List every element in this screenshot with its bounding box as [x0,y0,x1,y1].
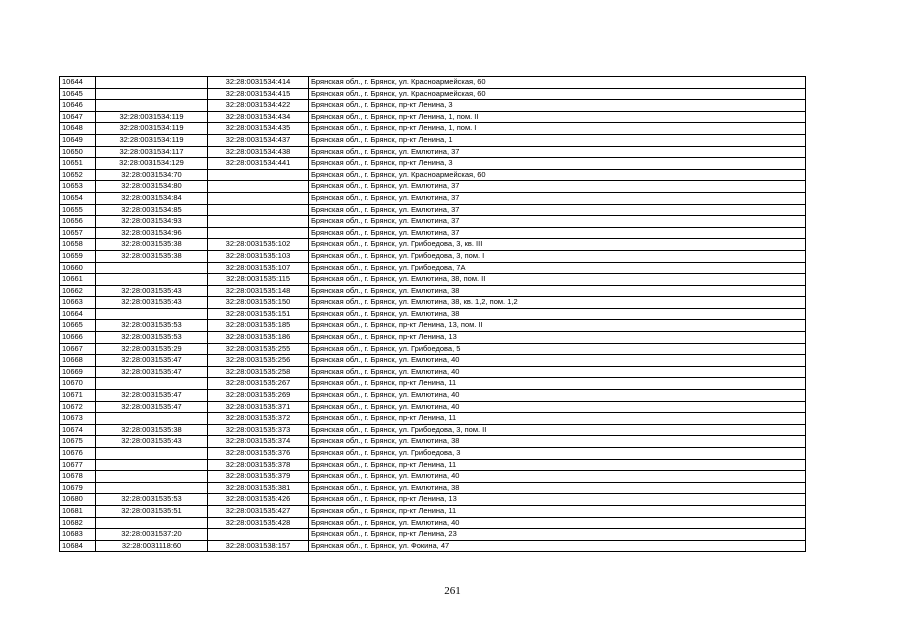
row-number-cell: 10667 [60,343,96,355]
parcel-cadastral-number-cell: 32:28:0031535:47 [96,390,208,402]
table-row [60,366,806,378]
object-cadastral-number-cell: 32:28:0031535:103 [208,250,309,262]
table-row [60,169,806,181]
table-row [60,343,806,355]
parcel-cadastral-number-cell: 32:28:0031535:43 [96,436,208,448]
row-number-cell: 10662 [60,285,96,297]
parcel-cadastral-number-cell: 32:28:0031535:43 [96,285,208,297]
parcel-cadastral-number-cell: 32:28:0031535:47 [96,355,208,367]
address-cell: Брянская обл., г. Брянск, ул. Емлютина, 38 [309,436,806,448]
parcel-cadastral-number-cell: 32:28:0031118:60 [96,540,208,552]
parcel-cadastral-number-cell: 32:28:0031534:93 [96,216,208,228]
table-row [60,459,806,471]
address-cell: Брянская обл., г. Брянск, ул. Емлютина, 38 [309,482,806,494]
row-number-cell: 10648 [60,123,96,135]
object-cadastral-number-cell: 32:28:0031535:374 [208,436,309,448]
object-cadastral-number-cell: 32:28:0031535:255 [208,343,309,355]
object-cadastral-number-cell: 32:28:0031535:427 [208,505,309,517]
table-row [60,482,806,494]
parcel-cadastral-number-cell [96,274,208,286]
row-number-cell: 10658 [60,239,96,251]
parcel-cadastral-number-cell: 32:28:0031535:38 [96,239,208,251]
address-cell: Брянская обл., г. Брянск, пр-кт Ленина, 1, пом. II [309,111,806,123]
object-cadastral-number-cell: 32:28:0031535:102 [208,239,309,251]
table-row [60,111,806,123]
object-cadastral-number-cell: 32:28:0031535:186 [208,332,309,344]
parcel-cadastral-number-cell: 32:28:0031535:38 [96,424,208,436]
address-cell: Брянская обл., г. Брянск, ул. Грибоедова, 3, пом. II [309,424,806,436]
table-row [60,471,806,483]
parcel-cadastral-number-cell [96,88,208,100]
address-cell: Брянская обл., г. Брянск, ул. Емлютина, 37 [309,146,806,158]
object-cadastral-number-cell: 32:28:0031535:426 [208,494,309,506]
object-cadastral-number-cell: 32:28:0031535:151 [208,308,309,320]
table-row [60,332,806,344]
row-number-cell: 10668 [60,355,96,367]
address-cell: Брянская обл., г. Брянск, пр-кт Ленина, 23 [309,529,806,541]
row-number-cell: 10683 [60,529,96,541]
object-cadastral-number-cell: 32:28:0031535:379 [208,471,309,483]
address-cell: Брянская обл., г. Брянск, пр-кт Ленина, 11 [309,505,806,517]
row-number-cell: 10645 [60,88,96,100]
address-cell: Брянская обл., г. Брянск, ул. Грибоедова, 3 [309,448,806,460]
object-cadastral-number-cell: 32:28:0031535:381 [208,482,309,494]
address-cell: Брянская обл., г. Брянск, пр-кт Ленина, 11 [309,413,806,425]
table-row [60,505,806,517]
row-number-cell: 10674 [60,424,96,436]
row-number-cell: 10675 [60,436,96,448]
parcel-cadastral-number-cell: 32:28:0031534:70 [96,169,208,181]
address-cell: Брянская обл., г. Брянск, ул. Красноармейская, 60 [309,77,806,89]
row-number-cell: 10669 [60,366,96,378]
address-cell: Брянская обл., г. Брянск, ул. Емлютина, 40 [309,355,806,367]
object-cadastral-number-cell: 32:28:0031535:115 [208,274,309,286]
row-number-cell: 10679 [60,482,96,494]
address-cell: Брянская обл., г. Брянск, ул. Грибоедова, 3, кв. III [309,239,806,251]
page-number: 261 [444,585,461,597]
parcel-cadastral-number-cell [96,308,208,320]
object-cadastral-number-cell: 32:28:0031534:434 [208,111,309,123]
address-cell: Брянская обл., г. Брянск, ул. Красноармейская, 60 [309,88,806,100]
address-cell: Брянская обл., г. Брянск, ул. Емлютина, 40 [309,366,806,378]
address-cell: Брянская обл., г. Брянск, ул. Емлютина, 38, пом. II [309,274,806,286]
table-row [60,529,806,541]
parcel-cadastral-number-cell [96,448,208,460]
object-cadastral-number-cell [208,529,309,541]
row-number-cell: 10670 [60,378,96,390]
address-cell: Брянская обл., г. Брянск, ул. Емлютина, 40 [309,517,806,529]
parcel-cadastral-number-cell [96,262,208,274]
object-cadastral-number-cell [208,204,309,216]
object-cadastral-number-cell: 32:28:0031534:437 [208,134,309,146]
address-cell: Брянская обл., г. Брянск, ул. Емлютина, 37 [309,192,806,204]
parcel-cadastral-number-cell [96,471,208,483]
table-row [60,297,806,309]
parcel-cadastral-number-cell: 32:28:0031534:119 [96,123,208,135]
row-number-cell: 10656 [60,216,96,228]
object-cadastral-number-cell: 32:28:0031535:372 [208,413,309,425]
parcel-cadastral-number-cell: 32:28:0031534:117 [96,146,208,158]
row-number-cell: 10664 [60,308,96,320]
row-number-cell: 10663 [60,297,96,309]
object-cadastral-number-cell: 32:28:0031535:185 [208,320,309,332]
table-row [60,123,806,135]
object-cadastral-number-cell: 32:28:0031534:415 [208,88,309,100]
table-row [60,216,806,228]
table-row [60,401,806,413]
row-number-cell: 10644 [60,77,96,89]
parcel-cadastral-number-cell [96,517,208,529]
row-number-cell: 10646 [60,100,96,112]
parcel-cadastral-number-cell [96,378,208,390]
table-row [60,378,806,390]
parcel-cadastral-number-cell: 32:28:0031535:47 [96,401,208,413]
table-row [60,262,806,274]
address-cell: Брянская обл., г. Брянск, ул. Емлютина, 37 [309,216,806,228]
row-number-cell: 10655 [60,204,96,216]
table-row [60,239,806,251]
table-row [60,250,806,262]
object-cadastral-number-cell: 32:28:0031535:258 [208,366,309,378]
address-cell: Брянская обл., г. Брянск, пр-кт Ленина, 11 [309,378,806,390]
parcel-cadastral-number-cell [96,413,208,425]
row-number-cell: 10681 [60,505,96,517]
table-row [60,424,806,436]
parcel-cadastral-number-cell [96,77,208,89]
object-cadastral-number-cell [208,169,309,181]
address-cell: Брянская обл., г. Брянск, пр-кт Ленина, 1 [309,134,806,146]
registry-table [59,76,806,552]
parcel-cadastral-number-cell: 32:28:0031535:47 [96,366,208,378]
address-cell: Брянская обл., г. Брянск, пр-кт Ленина, 3 [309,100,806,112]
parcel-cadastral-number-cell: 32:28:0031534:96 [96,227,208,239]
row-number-cell: 10680 [60,494,96,506]
parcel-cadastral-number-cell: 32:28:0031535:53 [96,494,208,506]
parcel-cadastral-number-cell: 32:28:0031535:29 [96,343,208,355]
row-number-cell: 10652 [60,169,96,181]
row-number-cell: 10661 [60,274,96,286]
object-cadastral-number-cell: 32:28:0031535:150 [208,297,309,309]
object-cadastral-number-cell: 32:28:0031534:441 [208,158,309,170]
row-number-cell: 10665 [60,320,96,332]
object-cadastral-number-cell: 32:28:0031535:107 [208,262,309,274]
object-cadastral-number-cell: 32:28:0031538:157 [208,540,309,552]
table-row [60,100,806,112]
parcel-cadastral-number-cell [96,482,208,494]
table-row [60,355,806,367]
table-row [60,448,806,460]
address-cell: Брянская обл., г. Брянск, ул. Емлютина, 38 [309,285,806,297]
address-cell: Брянская обл., г. Брянск, ул. Емлютина, 37 [309,181,806,193]
address-cell: Брянская обл., г. Брянск, ул. Емлютина, 38, кв. 1,2, пом. 1,2 [309,297,806,309]
registry-table-body [60,77,806,552]
address-cell: Брянская обл., г. Брянск, ул. Емлютина, 37 [309,204,806,216]
object-cadastral-number-cell: 32:28:0031535:267 [208,378,309,390]
parcel-cadastral-number-cell: 32:28:0031534:119 [96,111,208,123]
parcel-cadastral-number-cell: 32:28:0031534:119 [96,134,208,146]
table-row [60,285,806,297]
row-number-cell: 10660 [60,262,96,274]
address-cell: Брянская обл., г. Брянск, ул. Грибоедова, 3, пом. I [309,250,806,262]
object-cadastral-number-cell: 32:28:0031534:435 [208,123,309,135]
row-number-cell: 10677 [60,459,96,471]
table-row [60,146,806,158]
address-cell: Брянская обл., г. Брянск, ул. Емлютина, 37 [309,227,806,239]
row-number-cell: 10676 [60,448,96,460]
table-row [60,436,806,448]
table-row [60,517,806,529]
row-number-cell: 10673 [60,413,96,425]
parcel-cadastral-number-cell: 32:28:0031534:84 [96,192,208,204]
object-cadastral-number-cell [208,181,309,193]
row-number-cell: 10650 [60,146,96,158]
row-number-cell: 10659 [60,250,96,262]
object-cadastral-number-cell: 32:28:0031535:376 [208,448,309,460]
row-number-cell: 10684 [60,540,96,552]
object-cadastral-number-cell [208,216,309,228]
parcel-cadastral-number-cell: 32:28:0031535:51 [96,505,208,517]
parcel-cadastral-number-cell: 32:28:0031535:53 [96,332,208,344]
object-cadastral-number-cell: 32:28:0031535:256 [208,355,309,367]
table-row [60,540,806,552]
address-cell: Брянская обл., г. Брянск, ул. Емлютина, 40 [309,390,806,402]
address-cell: Брянская обл., г. Брянск, пр-кт Ленина, 3 [309,158,806,170]
row-number-cell: 10649 [60,134,96,146]
address-cell: Брянская обл., г. Брянск, пр-кт Ленина, 13, пом. II [309,320,806,332]
object-cadastral-number-cell: 32:28:0031535:371 [208,401,309,413]
address-cell: Брянская обл., г. Брянск, ул. Красноармейская, 60 [309,169,806,181]
object-cadastral-number-cell: 32:28:0031535:269 [208,390,309,402]
table-row [60,88,806,100]
table-row [60,181,806,193]
table-row [60,158,806,170]
address-cell: Брянская обл., г. Брянск, пр-кт Ленина, 13 [309,494,806,506]
table-row [60,77,806,89]
row-number-cell: 10666 [60,332,96,344]
row-number-cell: 10671 [60,390,96,402]
object-cadastral-number-cell: 32:28:0031535:428 [208,517,309,529]
parcel-cadastral-number-cell: 32:28:0031535:43 [96,297,208,309]
parcel-cadastral-number-cell: 32:28:0031534:80 [96,181,208,193]
address-cell: Брянская обл., г. Брянск, пр-кт Ленина, 13 [309,332,806,344]
row-number-cell: 10657 [60,227,96,239]
parcel-cadastral-number-cell: 32:28:0031535:53 [96,320,208,332]
address-cell: Брянская обл., г. Брянск, пр-кт Ленина, 11 [309,459,806,471]
table-row [60,274,806,286]
table-row [60,320,806,332]
row-number-cell: 10651 [60,158,96,170]
object-cadastral-number-cell [208,192,309,204]
row-number-cell: 10654 [60,192,96,204]
parcel-cadastral-number-cell [96,100,208,112]
parcel-cadastral-number-cell: 32:28:0031534:129 [96,158,208,170]
object-cadastral-number-cell: 32:28:0031535:378 [208,459,309,471]
row-number-cell: 10678 [60,471,96,483]
row-number-cell: 10672 [60,401,96,413]
address-cell: Брянская обл., г. Брянск, ул. Емлютина, 40 [309,401,806,413]
table-row [60,494,806,506]
parcel-cadastral-number-cell [96,459,208,471]
address-cell: Брянская обл., г. Брянск, ул. Грибоедова, 7А [309,262,806,274]
object-cadastral-number-cell: 32:28:0031535:373 [208,424,309,436]
table-row [60,308,806,320]
table-row [60,192,806,204]
object-cadastral-number-cell: 32:28:0031534:422 [208,100,309,112]
parcel-cadastral-number-cell: 32:28:0031534:85 [96,204,208,216]
row-number-cell: 10647 [60,111,96,123]
table-row [60,227,806,239]
address-cell: Брянская обл., г. Брянск, ул. Фокина, 47 [309,540,806,552]
object-cadastral-number-cell: 32:28:0031535:148 [208,285,309,297]
row-number-cell: 10682 [60,517,96,529]
row-number-cell: 10653 [60,181,96,193]
object-cadastral-number-cell [208,227,309,239]
address-cell: Брянская обл., г. Брянск, ул. Емлютина, 38 [309,308,806,320]
object-cadastral-number-cell: 32:28:0031534:414 [208,77,309,89]
parcel-cadastral-number-cell: 32:28:0031537:20 [96,529,208,541]
parcel-cadastral-number-cell: 32:28:0031535:38 [96,250,208,262]
table-row [60,204,806,216]
address-cell: Брянская обл., г. Брянск, пр-кт Ленина, 1, пом. I [309,123,806,135]
table-row [60,390,806,402]
address-cell: Брянская обл., г. Брянск, ул. Емлютина, 40 [309,471,806,483]
object-cadastral-number-cell: 32:28:0031534:438 [208,146,309,158]
table-row [60,413,806,425]
table-row [60,134,806,146]
address-cell: Брянская обл., г. Брянск, ул. Грибоедова, 5 [309,343,806,355]
